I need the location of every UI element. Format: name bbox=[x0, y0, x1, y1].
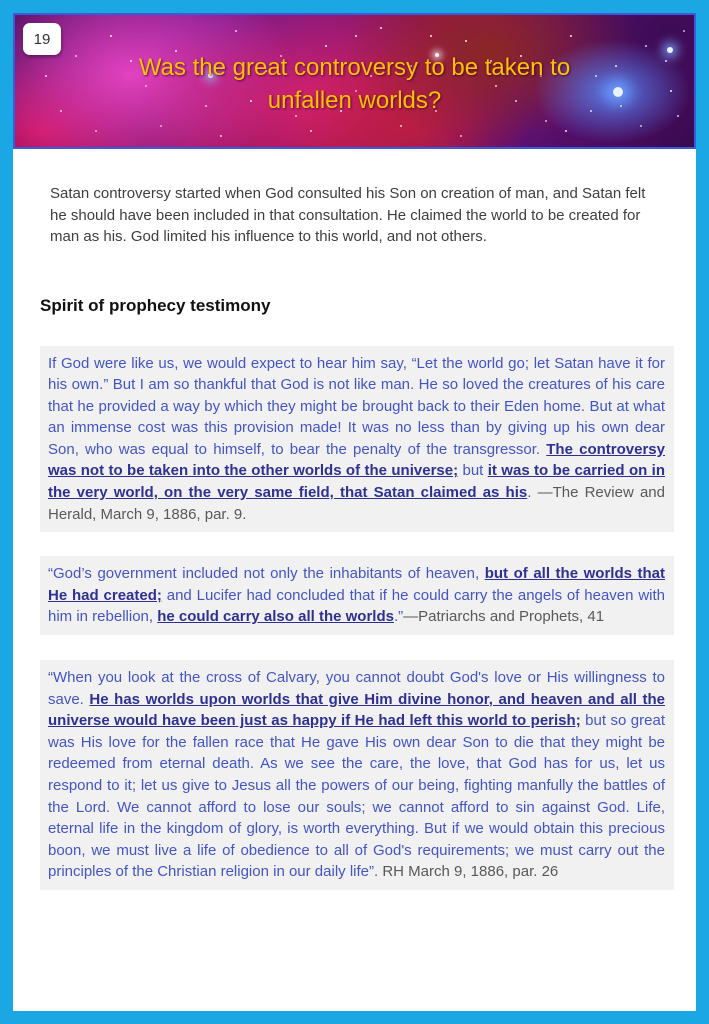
quote-segment-strong: The controversy was not to be taken into the other worlds of the universe; bbox=[48, 440, 665, 480]
intro-paragraph: Satan controversy started when God consulted his Son on creation of man, and Satan felt he should have been included in that consultation. He claimed the world to be created for man as his. God limited his influence to this world, and not others. bbox=[50, 185, 646, 245]
quote-segment-strong: but of all the worlds that He had created; bbox=[48, 565, 666, 604]
quote-block bbox=[40, 660, 674, 890]
quote-segment-normal: but so great was His love for the fallen race that He gave His own dear Son to die that they might be redeemed from eternal death. As we see the care, the love, that God has for us, let us respond to it; let us give to Jesus all the powers of our being, fighting manfully the battles of the Lord. We cannot afford to lose our souls; we cannot afford to sin against God. Life, eternal life in the kingdom of glory, is worth everything. But if we would obtain this precious boon, we must live a life of obedience to all of God's requirements; we must carry out the principles of the Christian religion in our daily life”. bbox=[48, 712, 665, 881]
quote-segment-source: —The Review and Herald, March 9, 1886, par. 9. bbox=[48, 484, 665, 523]
quote-segment-strong: he could carry also all the worlds bbox=[157, 608, 394, 626]
quote-segment-source: RH March 9, 1886, par. 26 bbox=[382, 863, 559, 881]
page-title-line2: unfallen worlds? bbox=[267, 87, 442, 114]
starfield-decoration bbox=[15, 15, 17, 17]
quote-block bbox=[40, 556, 674, 635]
quote-segment-normal: and Lucifer had concluded that if he could carry the angels of heaven with him in rebellion, bbox=[48, 586, 665, 626]
page-title-line1: Was the great controversy to be taken to bbox=[138, 54, 571, 81]
quote-segment-normal: .” bbox=[393, 608, 404, 626]
quote-segment-normal: but bbox=[458, 462, 488, 480]
quote-segment-normal: If God were like us, we would expect to hear him say, “Let the world go; let Satan have it for his own.” But I am so thankful that God is not like man. He so loved the creatures of his care that he provided a way by which they might be brought back to their Eden home. But at what an immense cost was this provision made! It was no less than by giving up his own dear Son, who was equal to himself, to bear the penalty of the transgressor. bbox=[48, 354, 665, 458]
quote-segment-normal: “God’s government included not only the inhabitants of heaven, bbox=[48, 565, 485, 583]
header-nebula-banner bbox=[13, 13, 696, 149]
quote-segment-normal: “When you look at the cross of Calvary, you cannot doubt God's love or His willingness to save. bbox=[48, 669, 665, 708]
quote-block bbox=[40, 346, 674, 533]
slide-number-text: 19 bbox=[33, 30, 51, 48]
quote-segment-strong: He has worlds upon worlds that give Him divine honor, and heaven and all the universe would have been just as happy if He had left this world to perish; bbox=[48, 690, 665, 730]
content-area bbox=[13, 183, 696, 890]
quote-segment-source: —Patriarchs and Prophets, 41 bbox=[403, 608, 605, 626]
quote-segment-normal: . bbox=[527, 484, 538, 502]
section-heading: Spirit of prophecy testimony bbox=[40, 295, 271, 315]
quote-segment-strong: it was to be carried on in the very world, on the very same field, that Satan claimed as his bbox=[48, 462, 666, 502]
page-title bbox=[15, 51, 694, 117]
